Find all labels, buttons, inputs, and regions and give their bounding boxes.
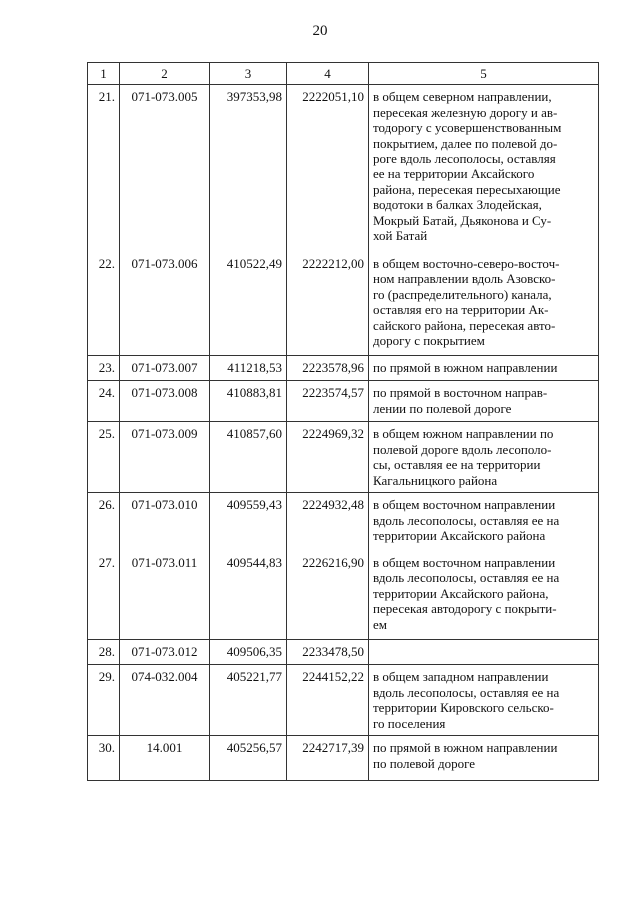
coordinate-x: 411218,53 (210, 356, 287, 381)
point-code: 071-073.011 (120, 551, 210, 640)
coordinate-x: 409559,43 (210, 493, 287, 551)
row-number: 22. (88, 252, 120, 356)
row-number: 30. (88, 736, 120, 781)
coordinate-y: 2222212,00 (287, 252, 369, 356)
point-code: 074-032.004 (120, 665, 210, 736)
coordinate-x: 409506,35 (210, 640, 287, 665)
coordinate-x: 405256,57 (210, 736, 287, 781)
row-number: 26. (88, 493, 120, 551)
coordinate-y: 2226216,90 (287, 551, 369, 640)
row-number: 28. (88, 640, 120, 665)
table-row (88, 85, 599, 252)
row-number: 24. (88, 381, 120, 422)
table-row (88, 551, 599, 640)
point-code: 071-073.008 (120, 381, 210, 422)
coordinate-x: 410857,60 (210, 422, 287, 493)
point-code: 071-073.007 (120, 356, 210, 381)
column-header-1: 1 (88, 63, 120, 85)
boundary-description: в общем восточном направлении вдоль лесополосы, оставляя ее на территории Аксайского района (373, 497, 560, 544)
boundary-description: в общем восточно-северо-восточ- ном направлении вдоль Азовско- го (распределительного) канала, оставляя его на территории Ак- сайского района, пересекая авто- дорогу с покрытием (373, 255, 560, 348)
coordinate-x: 410522,49 (210, 252, 287, 356)
row-number: 21. (88, 85, 120, 252)
point-code: 14.001 (120, 736, 210, 781)
boundary-description: в общем восточном направлении вдоль лесополосы, оставляя ее на территории Аксайского района, пересекая автодорогу с покрыти- ем (373, 554, 560, 632)
point-code: 071-073.005 (120, 85, 210, 252)
point-code: 071-073.009 (120, 422, 210, 493)
point-code: 071-073.010 (120, 493, 210, 551)
table-row (88, 252, 599, 356)
boundary-description: по прямой в южном направлении (373, 360, 558, 376)
coordinate-x: 397353,98 (210, 85, 287, 252)
table-row (88, 665, 599, 736)
column-header-2: 2 (120, 63, 210, 85)
row-number: 29. (88, 665, 120, 736)
coordinate-y: 2223578,96 (287, 356, 369, 381)
boundary-description: в общем южном направлении по полевой дороге вдоль лесополо- сы, оставляя ее на территории Кагальницкого района (373, 426, 554, 488)
coordinate-y: 2233478,50 (287, 640, 369, 665)
row-number: 25. (88, 422, 120, 493)
table-row (88, 493, 599, 551)
table-row (88, 381, 599, 422)
row-number: 27. (88, 551, 120, 640)
coordinate-x: 405221,77 (210, 665, 287, 736)
coordinate-y: 2222051,10 (287, 85, 369, 252)
row-number: 23. (88, 356, 120, 381)
point-code: 071-073.006 (120, 252, 210, 356)
coordinate-x: 409544,83 (210, 551, 287, 640)
coordinate-y: 2242717,39 (287, 736, 369, 781)
coordinate-y: 2244152,22 (287, 665, 369, 736)
column-header-3: 3 (210, 63, 287, 85)
coordinate-y: 2223574,57 (287, 381, 369, 422)
point-code: 071-073.012 (120, 640, 210, 665)
table-row (88, 640, 599, 665)
table-row (88, 356, 599, 381)
table-row (88, 422, 599, 493)
coordinate-x: 410883,81 (210, 381, 287, 422)
boundary-description: в общем западном направлении вдоль лесополосы, оставляя ее на территории Кировского сельско- го поселения (373, 669, 560, 731)
table-header-row (88, 63, 599, 85)
boundary-description: по прямой в восточном направ- лении по полевой дороге (373, 385, 548, 416)
page-number: 20 (312, 23, 328, 39)
table-row (88, 736, 599, 781)
boundary-description: в общем северном направлении, пересекая железную дорогу и ав- тодорогу с усовершенствованным покрытием, далее по полевой до- роге вдоль лесополосы, оставляя ее на территории Аксайского района, пересекая пересыхающие водотоки в балках Злодейская, Мокрый Батай, Дьяконова и Су- хой Батай (373, 89, 562, 244)
column-header-4: 4 (287, 63, 369, 85)
column-header-5: 5 (369, 63, 599, 85)
boundary-table (87, 62, 599, 781)
boundary-description: по прямой в южном направлении по полевой дороге (373, 740, 558, 771)
coordinate-y: 2224932,48 (287, 493, 369, 551)
coordinate-y: 2224969,32 (287, 422, 369, 493)
